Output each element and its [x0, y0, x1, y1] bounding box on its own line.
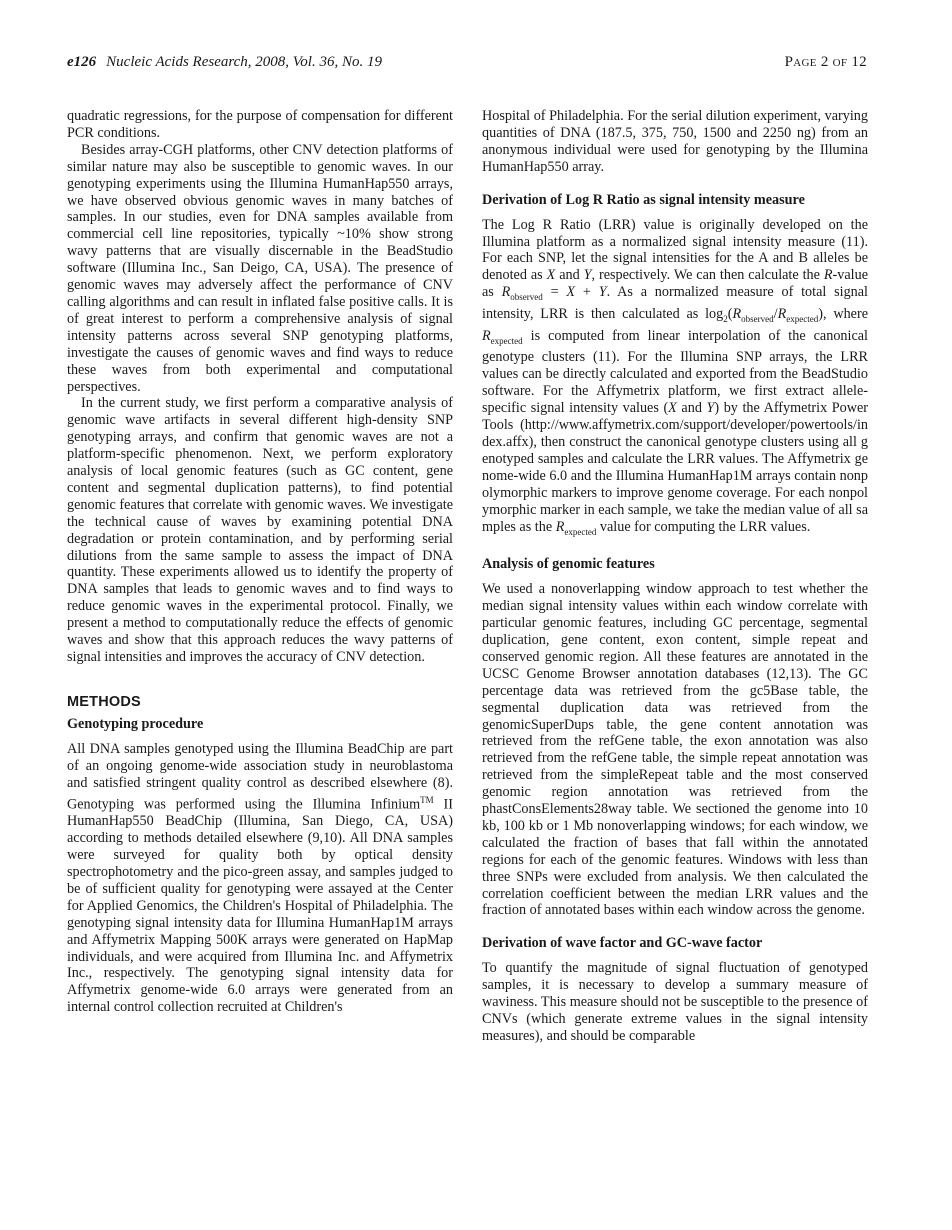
paragraph: We used a nonoverlapping window approach to test whether the median signal intensity values within each window correlate with particular genomic features, including GC percentage, segmental duplication, gene content, exon content, simple repeat and conserved genomic region. All these features are annotated in the UCSC Genome Browser annotation databases (12,13). The GC percentage data was retrieved from the gc5Base table, the segmental duplication data was retrieved from the genomicSuperDups table, the gene content annotation was retrieved from the refGene table, the exon annotation was also retrieved from the refGene table, the simple repeat annotation was retrieved from the simpleRepeat table and the most conserved genomic region annotation was retrieved from the phastConsElements28way table. We sectioned the genome into 10 kb, 100 kb or 1 Mb nonoverlapping windows; for each window, we calculated the fraction of bases that fall within the annotated regions for each of the genomic features. Windows with less than three SNPs were excluded from analysis. We then calculated the correlation coefficient between the median LRR values and the fraction of annotated bases within each window across the genome.: [482, 581, 868, 919]
paragraph: quadratic regressions, for the purpose of compensation for different PCR conditions.: [67, 108, 453, 141]
article-id: e126: [67, 54, 97, 70]
paragraph: Hospital of Philadelphia. For the serial dilution experiment, varying quantities of DNA (187.5, 375, 750, 1500 and 2250 ng) from an anonymous individual were used for genotyping by the Illumina HumanHap550 array.: [482, 108, 868, 175]
paragraph: All DNA samples genotyped using the Illumina BeadChip are part of an ongoing genome-wide association study in neuroblastoma and satisfied stringent quality control as described elsewhere (8). Genotyping was performed using the Illumina Infinium™ II HumanHap550 BeadChip (Illumina, San Diego, CA, USA) according to methods detailed elsewhere (9,10). All DNA samples were surveyed for quality both by optical density spectrophotometry and the pico-green assay, and samples judged to be of sufficient quality for genotyping were assayed at the Center for Applied Genomics, the Children's Hospital of Philadelphia. The genotyping signal intensity data for Illumina HumanHap1M arrays and Affymetrix Mapping 500K arrays were generated on HapMap individuals, and were acquired from Illumina Inc. and Affymetrix Inc., respectively. The genotyping signal intensity data for Affymetrix genome-wide 6.0 arrays were generated from an internal control collection recruited at Children's: [67, 740, 453, 1016]
journal-citation: Nucleic Acids Research, 2008, Vol. 36, No. 19: [106, 54, 382, 70]
paragraph: The Log R Ratio (LRR) value is originally developed on the Illumina platform as a normalized signal intensity measure (11). For each SNP, let the signal intensities for the A and B alleles be denoted as X and Y, respectively. We can then calculate the R-value as $R_{observed} = X + Y$. As a normalized measure of total signal intensity, LRR is then calculated as $\log_2(R_{observed}/R_{expected})$, where $R_{expected}$ is computed from linear interpolation of the canonical genotype clusters (11). For the Illumina SNP arrays, the LRR values can be directly calculated and exported from the BeadStudio software. For the Affymetrix platform, we first extract allele-specific signal intensity values (X and Y) by the Affymetrix Power Tools (http://www.affymetrix.com/support/developer/powertools/index.affx), then construct the canonical genotype clusters using all genotyped samples and calculate the LRR values. The Affymetrix genome-wide 6.0 and the Illumina HumanHap1M arrays contain nonpolymorphic markers to improve genome coverage. For each nonpolymorphic marker in each sample, we take the median value of all samples as the $R_{expected}$ value for computing the LRR values.: [482, 216, 868, 537]
left-column: [67, 108, 453, 1016]
paragraph: To quantify the magnitude of signal fluctuation of genotyped samples, it is necessary to develop a summary measure of waviness. This measure should not be susceptible to the presence of CNVs (which generate extreme values in the signal intensity measures), and should be comparable: [482, 960, 868, 1044]
paragraph: In the current study, we first perform a comparative analysis of genomic wave artifacts in several different high-density SNP genotyping arrays, and confirm that genomic waves are not a platform-specific phenomenon. Next, we perform exploratory analysis of local genomic features (such as GC content, gene content and segmental duplication patterns), to find potential genomic features that correlate with genomic waves. We investigate the technical cause of waves by examining potential DNA degradation or protein contamination, and by performing serial dilutions from the same sample to assess the impact of DNA quantity. These experiments allowed us to identify the property of DNA samples that leads to genomic waves and to find ways to reduce genomic waves in the experimental protocol. Finally, we present a method to computationally reduce the effects of genomic waves and show that this approach reduces the wavy patterns of signal intensities and improves the accuracy of CNV detection.: [67, 395, 453, 665]
running-head: [67, 54, 382, 71]
right-column: [482, 108, 868, 1045]
wave-heading: Derivation of wave factor and GC-wave factor: [482, 935, 763, 952]
lrr-heading: Derivation of Log R Ratio as signal intensity measure: [482, 191, 805, 208]
methods-heading: METHODS: [67, 693, 141, 710]
paragraph: Besides array-CGH platforms, other CNV detection platforms of similar nature may also be susceptible to genomic waves. In our genotyping experiments using the Illumina HumanHap550 arrays, we have observed obvious genomic waves in many batches of samples. In our studies, even for DNA samples available from commercial cell line repositories, typically ~10% show strong wavy patterns that are visually discernable in the BeadStudio software (Illumina Inc., San Deigo, CA, USA). The presence of genomic waves may adversely affect the performance of CNV calling algorithms and can result in inflated false positive calls. It is of great interest to perform a comprehensive analysis of signal intensity patterns across several SNP genotyping platforms, investigate the causes of genomic waves and find ways to reduce these waves from both experimental and computational perspectives.: [67, 141, 453, 395]
genotyping-heading: Genotyping procedure: [67, 715, 204, 732]
page-header: [67, 54, 867, 76]
features-heading: Analysis of genomic features: [482, 556, 655, 573]
page-number: Page 2 of 12: [784, 54, 867, 70]
